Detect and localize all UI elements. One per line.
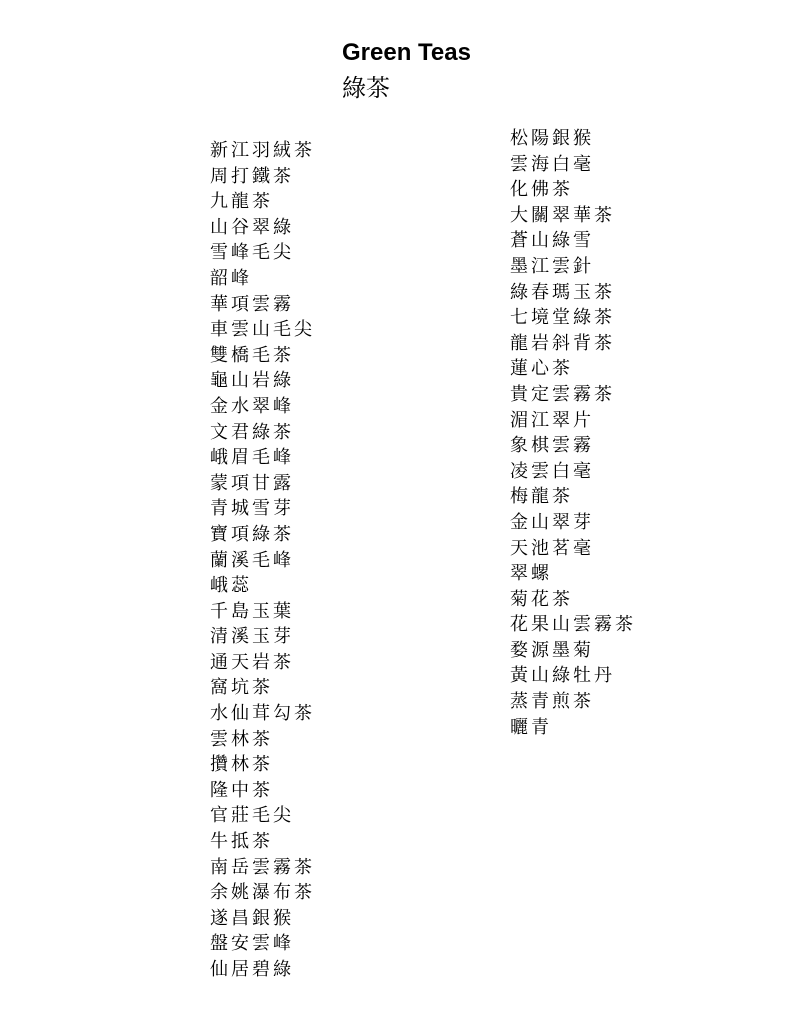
tea-list-item: 龜山岩綠: [210, 370, 294, 392]
tea-list-item: 蒼山綠雪: [510, 230, 594, 252]
page-title: Green Teas: [342, 39, 471, 66]
tea-list-item: 攢林茶: [210, 754, 273, 776]
tea-list-item: 千島玉葉: [210, 600, 294, 622]
tea-list-item: 雲林茶: [210, 728, 273, 750]
tea-list-item: 曬青: [510, 716, 552, 738]
tea-list-item: 山谷翠綠: [210, 216, 294, 238]
tea-list-item: 窩坑茶: [210, 677, 273, 699]
tea-list-item: 象棋雲霧: [510, 435, 594, 457]
tea-list-left: [210, 138, 315, 983]
tea-list-item: 余姚瀑布茶: [210, 882, 315, 904]
tea-list-item: 文君綠茶: [210, 421, 294, 443]
tea-list-item: 仙居碧綠: [210, 959, 294, 980]
tea-list-item: 松陽銀猴: [510, 128, 594, 149]
tea-list-item: 花果山雲霧茶: [510, 614, 636, 636]
tea-list-item: 黃山綠牡丹: [510, 665, 615, 687]
tea-list-item: 通天岩茶: [210, 651, 294, 673]
tea-list-item: 雙橋毛茶: [210, 344, 294, 366]
tea-list-item: 蓮心茶: [510, 358, 573, 380]
tea-list-item: 韶峰: [210, 267, 252, 289]
tea-list-item: 雲海白毫: [510, 153, 594, 175]
tea-list-item: 峨蕊: [210, 575, 252, 597]
tea-list-item: 峨眉毛峰: [210, 447, 294, 469]
tea-list-item: 梅龍茶: [510, 486, 573, 508]
tea-list-item: 周打鐵茶: [210, 165, 294, 187]
tea-list-item: 貴定雲霧茶: [510, 383, 615, 405]
tea-list-item: 金山翠芽: [510, 511, 594, 533]
tea-list-item: 官莊毛尖: [210, 805, 294, 827]
tea-list-item: 天池茗毫: [510, 537, 594, 559]
tea-list-item: 新江羽絨茶: [210, 140, 315, 161]
tea-list-item: 牛抵茶: [210, 831, 273, 853]
tea-list-item: 遂昌銀猴: [210, 907, 294, 929]
tea-list-item: 菊花茶: [510, 588, 573, 610]
tea-list-item: 蒸青煎茶: [510, 691, 594, 713]
tea-list-item: 綠春瑪玉茶: [510, 281, 615, 303]
tea-list-item: 隆中茶: [210, 779, 273, 801]
tea-list-right: [510, 126, 636, 740]
page-subtitle: 綠茶: [342, 74, 390, 102]
tea-list-item: 湄江翠片: [510, 409, 594, 431]
tea-list-item: 婺源墨菊: [510, 639, 594, 661]
tea-list-item: 南岳雲霧茶: [210, 856, 315, 878]
tea-list-item: 雪峰毛尖: [210, 242, 294, 264]
tea-list-item: 盤安雲峰: [210, 933, 294, 955]
tea-list-item: 凌雲白毫: [510, 460, 594, 482]
tea-list-item: 寶項綠茶: [210, 523, 294, 545]
tea-list-item: 水仙茸勾茶: [210, 703, 315, 725]
tea-list-item: 墨江雲針: [510, 255, 594, 277]
tea-list-item: 龍岩斜背茶: [510, 332, 615, 354]
tea-list-item: 九龍茶: [210, 191, 273, 213]
tea-list-item: 七境堂綠茶: [510, 307, 615, 329]
tea-list-item: 清溪玉芽: [210, 626, 294, 648]
tea-list-item: 翠螺: [510, 563, 552, 585]
tea-list-item: 大關翠華茶: [510, 204, 615, 226]
tea-list-item: 青城雪芽: [210, 498, 294, 520]
tea-list-item: 車雲山毛尖: [210, 319, 315, 341]
tea-list-item: 金水翠峰: [210, 395, 294, 417]
tea-list-item: 華項雲霧: [210, 293, 294, 315]
tea-list-item: 化佛茶: [510, 179, 573, 201]
tea-list-item: 蒙項甘露: [210, 472, 294, 494]
tea-list-item: 蘭溪毛峰: [210, 549, 294, 571]
